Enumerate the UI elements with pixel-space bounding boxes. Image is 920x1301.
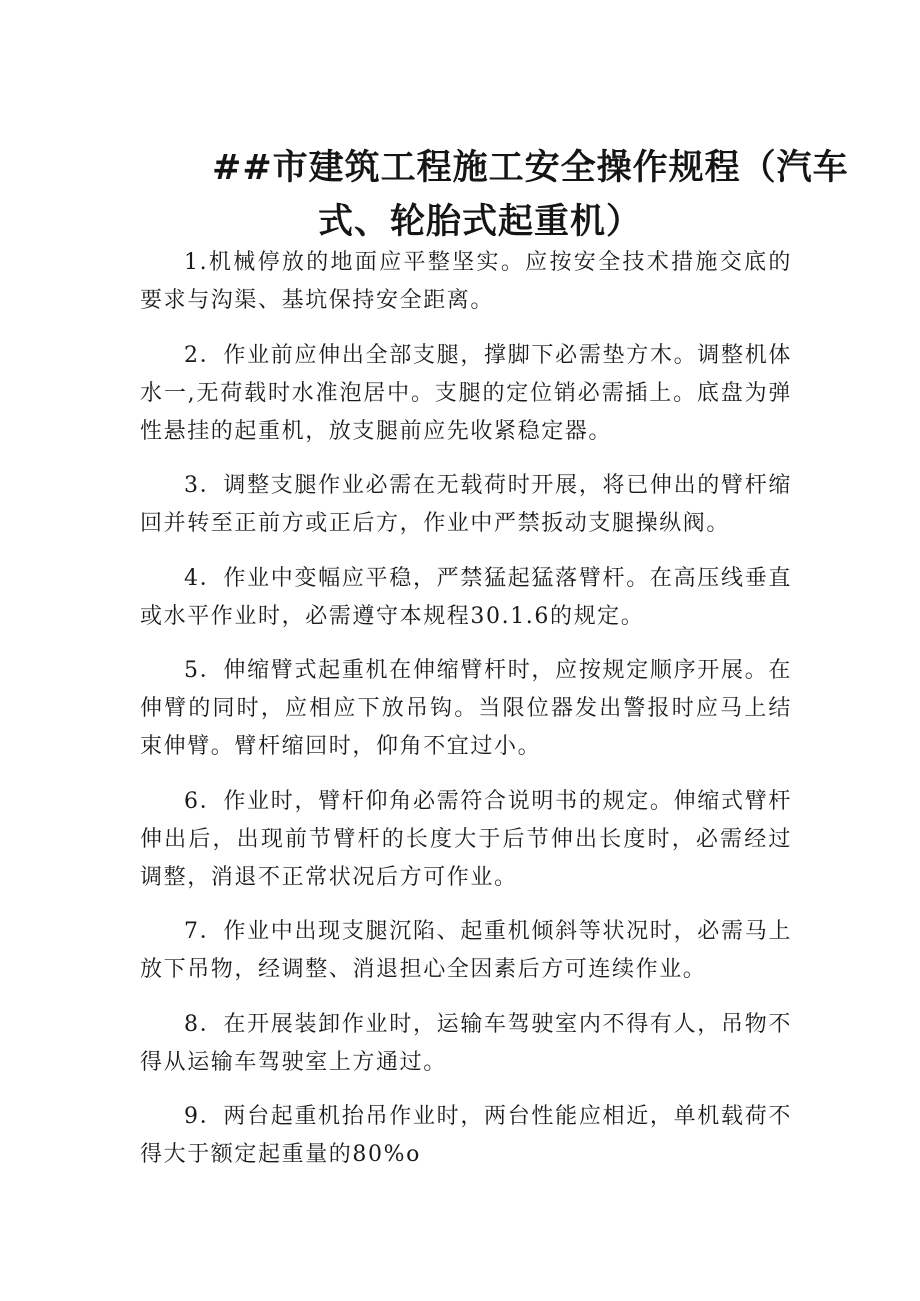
title-line-2: 式、轮胎式起重机） [318,202,643,243]
document-body [140,244,792,1191]
paragraph-7: 7．作业中出现支腿沉陷、起重机倾斜等状况时，必需马上放下吊物，经调整、消退担心全因素后方可连续作业。 [140,919,792,982]
document-title [150,141,849,249]
paragraph-5: 5．伸缩臂式起重机在伸缩臂杆时，应按规定顺序开展。在伸臂的同时，应相应下放吊钩。当限位器发出警报时应马上结束伸臂。臂杆缩回时，仰角不宜过小。 [140,658,792,759]
paragraph-1: 1.机械停放的地面应平整坚实。应按安全技术措施交底的要求与沟渠、基坑保持安全距离。 [140,250,792,313]
title-line-1: ##市建筑工程施工安全操作规程（汽车 [212,148,849,189]
paragraph-2: 2．作业前应伸出全部支腿，撑脚下必需垫方木。调整机体水一,无荷载时水准泡居中。支腿的定位销必需插上。底盘为弹性悬挂的起重机，放支腿前应先收紧稳定器。 [140,342,792,444]
paragraph-4: 4．作业中变幅应平稳，严禁猛起猛落臂杆。在高压线垂直或水平作业时，必需遵守本规程30.1.6的规定。 [140,565,792,629]
paragraph-8: 8．在开展装卸作业时，运输车驾驶室内不得有人，吊物不得从运输车驾驶室上方通过。 [140,1011,792,1075]
paragraph-6: 6．作业时，臂杆仰角必需符合说明书的规定。伸缩式臂杆伸出后，出现前节臂杆的长度大于后节伸出长度时，必需经过调整，消退不正常状况后方可作业。 [140,788,792,890]
paragraph-9: 9．两台起重机抬吊作业时，两台性能应相近，单机载荷不得大于额定起重量的80%o [140,1104,792,1167]
paragraph-3: 3．调整支腿作业必需在无载荷时开展，将已伸出的臂杆缩回并转至正前方或正后方，作业中严禁扳动支腿操纵阀。 [140,473,792,536]
